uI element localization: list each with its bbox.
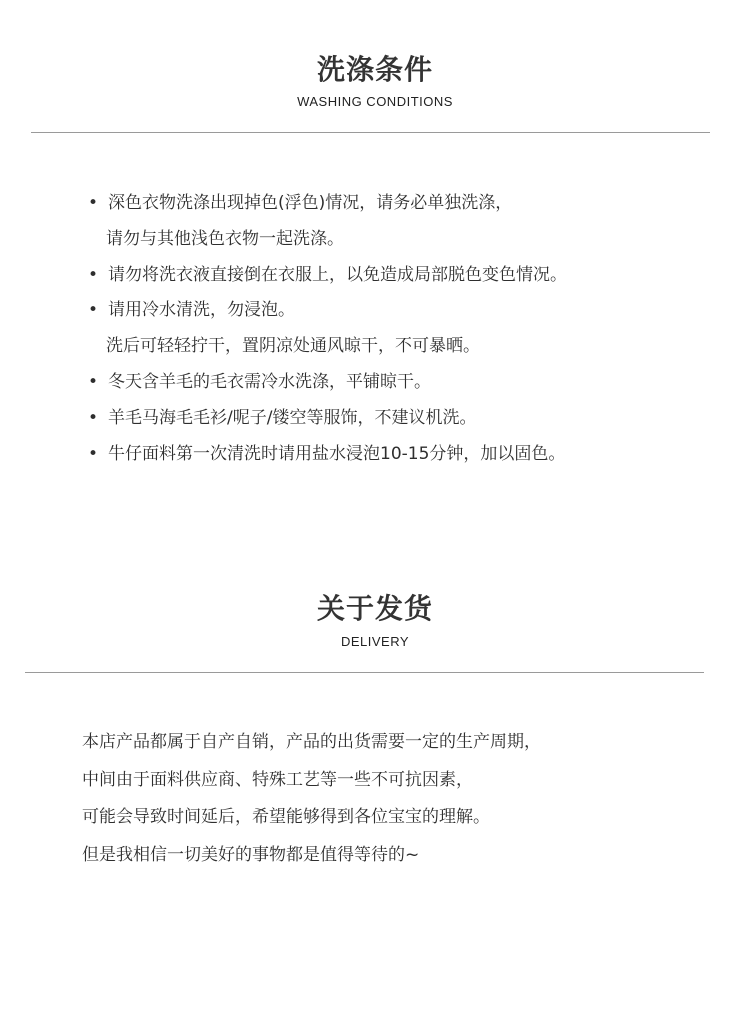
bullet-dot: • xyxy=(88,193,99,213)
washing-item-text: 请勿与其他浅色衣物一起洗涤。 xyxy=(106,228,344,249)
washing-item-text: 洗后可轻轻拧干，置阴凉处通风晾干，不可暴晒。 xyxy=(106,336,480,357)
washing-item-text: 请用冷水清洗，勿浸泡。 xyxy=(108,300,295,321)
washing-item-text: 请勿将洗衣液直接倒在衣服上，以免造成局部脱色变色情况。 xyxy=(108,264,567,285)
washing-item-continuation xyxy=(88,329,728,365)
bullet-dot: • xyxy=(88,407,99,428)
washing-item xyxy=(88,365,728,401)
delivery-divider xyxy=(25,672,704,673)
washing-list xyxy=(88,186,728,472)
washing-item-text: 冬天含羊毛的毛衣需冷水洗涤，平铺晾干。 xyxy=(108,371,431,392)
washing-item-text: 深色衣物洗涤出现掉色(浮色)情况，请务必单独洗涤， xyxy=(108,193,513,213)
delivery-line: 中间由于面料供应商、特殊工艺等一些不可抗因素， xyxy=(82,769,473,790)
delivery-line: 本店产品都属于自产自销，产品的出货需要一定的生产周期， xyxy=(82,732,541,752)
delivery-title: 关于发货 xyxy=(316,592,433,625)
bullet-dot: • xyxy=(88,371,99,392)
washing-item xyxy=(88,258,728,294)
washing-subtitle: WASHING CONDITIONS xyxy=(297,94,453,109)
washing-item-text: 牛仔面料第一次清洗时请用盐水浸泡10-15分钟，加以固色。 xyxy=(108,443,566,464)
bullet-dot: • xyxy=(88,443,99,464)
washing-item-text: 羊毛马海毛毛衫/呢子/镂空等服饰，不建议机洗。 xyxy=(108,407,477,428)
delivery-line: 可能会导致时间延后，希望能够得到各位宝宝的理解。 xyxy=(82,807,490,827)
delivery-subtitle: DELIVERY xyxy=(340,634,410,649)
washing-item xyxy=(88,401,728,437)
washing-title: 洗涤条件 xyxy=(316,53,433,86)
delivery-line: 但是我相信一切美好的事物都是值得等待的~ xyxy=(82,844,420,865)
washing-item xyxy=(88,186,728,222)
washing-item xyxy=(88,293,728,329)
washing-divider xyxy=(31,132,710,133)
bullet-dot: • xyxy=(88,300,99,321)
washing-item-continuation xyxy=(88,222,728,258)
bullet-dot: • xyxy=(88,264,99,285)
washing-item xyxy=(88,437,728,473)
delivery-paragraph xyxy=(82,724,722,874)
